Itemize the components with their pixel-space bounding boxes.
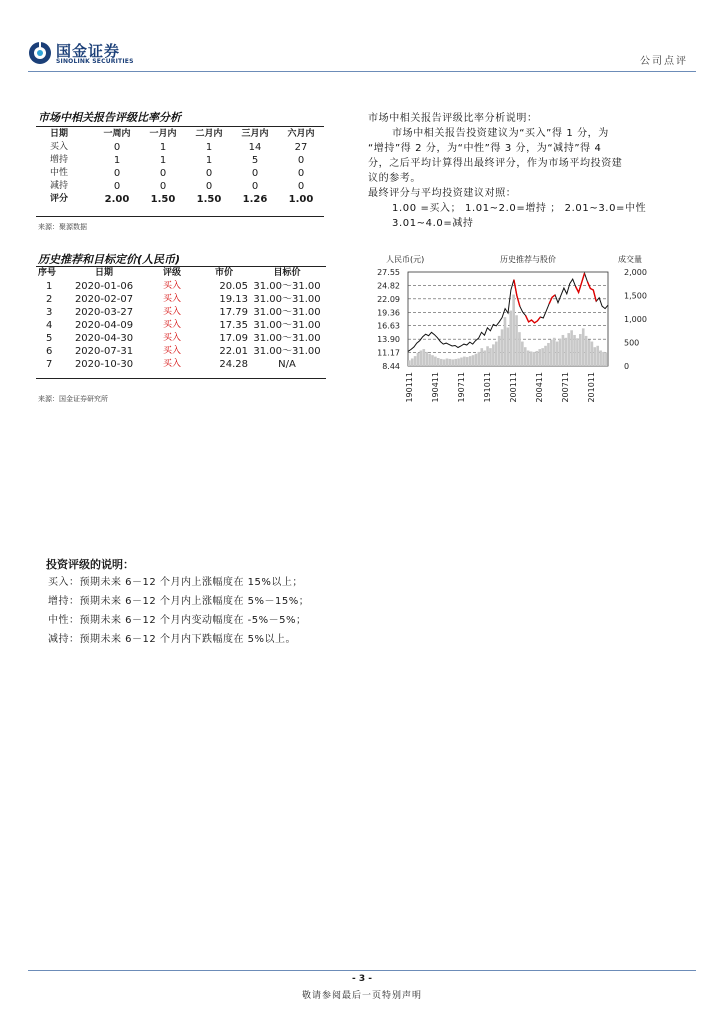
history-price-cell: 19.13	[219, 294, 248, 305]
table-row	[36, 167, 324, 180]
mapping-title: 最终评分与平均投资建议对照：	[368, 188, 517, 199]
table-row	[36, 306, 326, 319]
volume-bar	[428, 354, 431, 366]
history-date-cell: 2020-01-06	[74, 281, 134, 292]
volume-bar	[480, 348, 483, 366]
history-rating-cell: 买入	[162, 346, 181, 356]
table-row	[36, 141, 324, 154]
footer-divider	[28, 970, 696, 971]
volume-bar	[507, 327, 510, 366]
mapping-line: 1.00 =买入； 1.01~2.0=增持 ； 2.01~3.0=中性	[392, 203, 647, 214]
table-cell: 1	[159, 155, 167, 166]
volume-bar	[434, 357, 437, 366]
y-tick-label: 27.55	[377, 268, 400, 277]
volume-bar	[440, 359, 443, 366]
history-price-cell: 22.01	[219, 346, 248, 357]
volume-bar	[475, 354, 478, 366]
column-header: 目标价	[273, 268, 301, 278]
x-tick-label: 190111	[405, 372, 414, 403]
history-date-cell: 2020-07-31	[74, 346, 134, 357]
table-cell: 2.00	[104, 194, 130, 205]
volume-bar	[466, 357, 469, 366]
rating-def-line: 买入：预期未来 6－12 个月内上涨幅度在 15%以上；	[48, 577, 303, 588]
column-header: 市价	[214, 268, 233, 278]
explanation-title: 市场中相关报告评级比率分析说明：	[368, 113, 538, 124]
table-cell: 1	[205, 142, 213, 153]
volume-bar	[527, 350, 530, 366]
table-header-row	[36, 128, 324, 141]
y-tick-label: 19.36	[377, 308, 400, 318]
page-number: - 3 -	[352, 974, 372, 984]
logo-subtext: SINOLINK SECURITIES	[56, 58, 134, 65]
history-title: 历史推荐和目标定价(人民币)	[38, 253, 181, 266]
volume-bar	[425, 352, 428, 366]
column-header: 日期	[94, 268, 113, 278]
y-tick-label: 8.44	[382, 362, 400, 371]
history-price-cell: 17.35	[219, 320, 248, 331]
table-row	[36, 280, 326, 293]
table-row	[36, 345, 326, 358]
volume-bar	[431, 355, 434, 366]
history-source: 来源：国金证券研究所	[38, 395, 108, 403]
volume-bar	[533, 352, 536, 366]
y-tick-label: 24.82	[377, 281, 400, 291]
history-no-cell: 1	[46, 281, 53, 292]
history-date-cell: 2020-04-30	[74, 333, 134, 344]
buy-rating-segment	[526, 316, 541, 323]
volume-bar	[596, 346, 599, 366]
history-target-cell: 31.00～31.00	[253, 294, 321, 305]
history-price-cell: 17.09	[219, 333, 248, 344]
y2-tick-label: 1,000	[624, 315, 647, 324]
volume-bar	[509, 311, 512, 366]
volume-bar	[530, 351, 533, 366]
volume-bar	[446, 358, 449, 366]
column-header: 六月内	[287, 129, 315, 139]
volume-bar	[451, 359, 454, 366]
history-rating-cell: 买入	[162, 294, 181, 304]
row-label: 评分	[50, 194, 69, 204]
history-rating-cell: 买入	[162, 359, 181, 369]
column-header: 序号	[38, 268, 57, 278]
volume-bar	[521, 342, 524, 366]
volume-bar	[454, 359, 457, 366]
volume-bar	[582, 328, 585, 366]
history-table	[36, 267, 326, 371]
volume-bar	[550, 340, 553, 366]
volume-bar	[486, 346, 489, 366]
volume-bar	[492, 344, 495, 366]
y2-tick-label: 0	[624, 362, 630, 371]
explanation-block	[368, 111, 668, 231]
volume-bar	[515, 315, 518, 366]
volume-bar	[576, 338, 579, 366]
history-price-cell: 24.28	[219, 359, 248, 370]
volume-bar	[565, 338, 568, 366]
logo-icon	[28, 41, 52, 65]
volume-bar	[570, 330, 573, 366]
history-rating-cell: 买入	[162, 307, 181, 317]
table-cell: 0	[113, 181, 121, 192]
volume-bar	[501, 329, 504, 366]
table-row	[36, 319, 326, 332]
table-header-row	[36, 267, 326, 280]
mapping-line: 3.01~4.0=减持	[392, 218, 474, 229]
volume-bar	[417, 353, 420, 366]
history-date-cell: 2020-02-07	[74, 294, 134, 305]
volume-bar	[559, 339, 562, 366]
volume-bar	[483, 350, 486, 366]
volume-bar	[504, 317, 507, 366]
table-cell: 0	[205, 168, 213, 179]
history-no-cell: 4	[46, 320, 53, 331]
history-rating-cell: 买入	[162, 320, 181, 330]
volume-bar	[605, 352, 608, 366]
buy-rating-segment	[549, 295, 555, 304]
volume-bar	[541, 348, 544, 366]
history-date-cell: 2020-03-27	[74, 307, 134, 318]
row-label: 中性	[50, 168, 69, 178]
table-row	[36, 293, 326, 306]
volume-bar	[495, 342, 498, 366]
x-tick-label: 200111	[509, 372, 518, 403]
volume-bar	[518, 332, 521, 366]
volume-bar	[544, 346, 547, 366]
column-header: 三月内	[241, 129, 269, 139]
history-target-cell: 31.00～31.00	[253, 281, 321, 292]
y-tick-label: 11.17	[377, 348, 400, 358]
volume-bar	[437, 358, 440, 366]
volume-bar	[524, 347, 527, 366]
history-target-cell: N/A	[278, 359, 296, 370]
history-no-cell: 3	[46, 307, 53, 318]
volume-bar	[498, 336, 501, 366]
history-price-cell: 20.05	[219, 281, 248, 292]
history-date-cell: 2020-10-30	[74, 359, 134, 370]
table-cell: 0	[113, 142, 121, 153]
table-cell: 1	[159, 142, 167, 153]
y-axis-label: 人民币(元)	[386, 255, 425, 264]
volume-bar	[588, 340, 591, 366]
volume-bar	[573, 335, 576, 366]
table-row	[36, 358, 326, 371]
y2-tick-label: 500	[624, 338, 640, 348]
table-cell: 1.50	[150, 194, 176, 205]
x-tick-label: 201011	[587, 372, 596, 403]
volume-bar	[562, 335, 565, 366]
table-rule	[36, 126, 324, 127]
volume-bar	[457, 358, 460, 366]
history-rating-cell: 买入	[162, 333, 181, 343]
column-header: 一月内	[149, 129, 177, 139]
explanation-line: 议的参考。	[368, 173, 421, 184]
table-rule	[36, 216, 324, 217]
history-price-cell: 17.79	[219, 307, 248, 318]
volume-bar	[553, 338, 556, 366]
table-cell: 0	[159, 168, 167, 179]
history-target-cell: 31.00～31.00	[253, 320, 321, 331]
rating-stats-table	[36, 128, 324, 206]
x-tick-label: 200411	[535, 372, 544, 403]
history-date-cell: 2020-04-09	[74, 320, 134, 331]
volume-bar	[411, 358, 414, 366]
rating-def-line: 增持：预期未来 6－12 个月内上涨幅度在 5%－15%；	[48, 596, 310, 607]
volume-bar	[422, 349, 425, 366]
row-label: 增持	[50, 155, 69, 165]
volume-bar	[414, 356, 417, 366]
volume-bar	[556, 342, 559, 366]
volume-bar	[599, 350, 602, 366]
volume-bar	[449, 359, 452, 366]
table-cell: 1.00	[288, 194, 314, 205]
table-row	[36, 332, 326, 345]
volume-bar	[469, 356, 472, 366]
table-rule	[36, 378, 326, 379]
history-no-cell: 5	[46, 333, 53, 344]
volume-bar	[579, 334, 582, 366]
table-row	[36, 193, 324, 206]
x-tick-label: 190711	[457, 372, 466, 403]
rating-stats-source: 来源：聚源数据	[38, 223, 87, 231]
table-cell: 1	[205, 155, 213, 166]
x-tick-label: 190411	[431, 372, 440, 403]
volume-bar	[408, 360, 411, 366]
table-row	[36, 154, 324, 167]
volume-bar	[536, 351, 539, 366]
y2-axis-label: 成交量	[618, 255, 642, 264]
report-type: 公司点评	[640, 56, 688, 67]
volume-bar	[489, 348, 492, 366]
history-no-cell: 6	[46, 346, 53, 357]
logo-text: 国金证券	[56, 42, 121, 60]
y2-tick-label: 1,500	[624, 291, 647, 301]
volume-bar	[472, 355, 475, 366]
history-target-cell: 31.00～31.00	[253, 346, 321, 357]
price-volume-chart	[363, 250, 663, 405]
volume-bar	[538, 349, 541, 366]
volume-bar	[463, 357, 466, 366]
volume-bar	[443, 359, 446, 366]
table-cell: 0	[159, 181, 167, 192]
table-cell: 27	[294, 142, 308, 153]
table-cell: 1	[113, 155, 121, 166]
history-rating-cell: 买入	[162, 281, 181, 291]
footer-note: 敬请参阅最后一页特别声明	[301, 991, 422, 1001]
history-no-cell: 7	[46, 359, 53, 370]
table-cell: 0	[251, 168, 259, 179]
y-tick-label: 22.09	[377, 294, 400, 304]
table-cell: 5	[251, 155, 259, 166]
table-row	[36, 180, 324, 193]
volume-bar	[460, 358, 463, 366]
column-header: 二月内	[195, 129, 223, 139]
explanation-line: “增持”得 2 分，为“中性”得 3 分，为“减持”得 4	[368, 143, 602, 154]
table-cell: 0	[297, 181, 305, 192]
rating-stats-title: 市场中相关报告评级比率分析	[38, 111, 181, 124]
header-divider	[28, 71, 696, 72]
table-cell: 1.26	[242, 194, 268, 205]
volume-bar	[420, 350, 423, 366]
y2-tick-label: 2,000	[624, 268, 647, 277]
history-target-cell: 31.00～31.00	[253, 333, 321, 344]
y-tick-label: 13.90	[377, 335, 400, 345]
rating-def-line: 减持：预期未来 6－12 个月内下跌幅度在 5%以上。	[48, 634, 296, 645]
table-cell: 14	[248, 142, 262, 153]
table-cell: 1.50	[196, 194, 222, 205]
table-cell: 0	[297, 168, 305, 179]
explanation-line: 市场中相关报告投资建议为“买入”得 1 分，为	[392, 128, 609, 139]
table-cell: 0	[297, 155, 305, 166]
volume-bar	[567, 333, 570, 366]
volume-bar	[591, 342, 594, 366]
volume-bar	[585, 336, 588, 366]
volume-bar	[602, 352, 605, 366]
y-tick-label: 16.63	[377, 321, 400, 331]
column-header: 评级	[162, 268, 181, 278]
x-tick-label: 200711	[561, 372, 570, 403]
x-tick-label: 191011	[483, 372, 492, 403]
volume-bar	[478, 352, 481, 366]
volume-bar	[547, 343, 550, 366]
history-no-cell: 2	[46, 294, 53, 305]
column-header: 一周内	[103, 129, 131, 139]
column-header: 日期	[50, 129, 69, 139]
history-target-cell: 31.00～31.00	[253, 307, 321, 318]
table-cell: 0	[251, 181, 259, 192]
buy-rating-segment	[587, 282, 596, 302]
table-cell: 0	[113, 168, 121, 179]
row-label: 买入	[50, 142, 69, 152]
buy-rating-segment	[576, 273, 585, 292]
volume-bar	[512, 295, 515, 366]
rating-def-title: 投资评级的说明：	[46, 558, 134, 571]
table-cell: 0	[205, 181, 213, 192]
volume-bar	[594, 347, 597, 366]
row-label: 减持	[50, 181, 69, 191]
explanation-line: 分，之后平均计算得出最终评分，作为市场平均投资建	[368, 158, 623, 169]
chart-title: 历史推荐与股价	[500, 255, 556, 264]
rating-def-line: 中性：预期未来 6－12 个月内变动幅度在 -5%－5%；	[48, 615, 307, 626]
